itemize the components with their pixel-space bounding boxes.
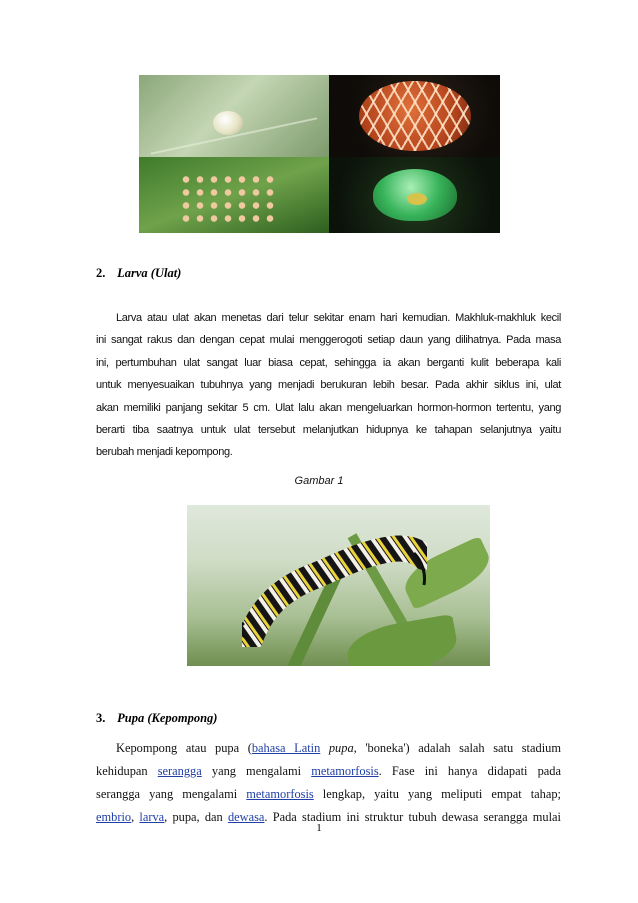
green-egg-photo — [329, 157, 500, 233]
figure-caption: Gambar 1 — [294, 475, 344, 487]
page-number: 1 — [316, 822, 322, 834]
link-metamorfosis[interactable]: metamorfosis — [246, 787, 314, 801]
link-dewasa[interactable]: dewasa — [227, 810, 265, 824]
link-serangga[interactable]: serangga — [157, 764, 202, 778]
link-larva[interactable]: larva — [139, 810, 165, 824]
section-3-title: Pupa (Kepompong) — [117, 711, 218, 725]
section-3-heading — [96, 711, 217, 726]
pupa-paragraph — [96, 737, 561, 829]
link-embrio[interactable]: embrio — [96, 810, 132, 824]
caterpillar-photo — [187, 505, 490, 666]
section-2-title: Larva (Ulat) — [117, 266, 182, 280]
paragraph-line: Larva atau ulat akan menetas dari telur sekitar enam hari kemudian. Makhluk-makhluk kecil — [116, 312, 561, 324]
section-2-number: 2. — [96, 266, 106, 280]
paragraph-line: kehidupan serangga yang mengalami metamorfosis. Fase ini hanya didapati pada — [96, 764, 561, 778]
paragraph-line: Kepompong atau pupa (bahasa Latin pupa, 'boneka') adalah salah satu stadium — [116, 741, 561, 755]
paragraph-line: ini sangat rakus dan dengan cepat mulai menggerogoti setiap daun yang dilihatnya. Pada masa — [96, 334, 561, 347]
paragraph-line: embrio, larva, pupa, dan dewasa. Pada stadium ini struktur tubuh dewasa serangga mulai — [96, 810, 561, 824]
section-2-heading — [96, 266, 181, 281]
paragraph-line: berarti tiba saatnya untuk ulat tersebut melanjutkan hidupnya ke tahapan selanjutnya yaitu — [96, 424, 561, 437]
netted-egg-photo — [329, 75, 500, 157]
egg-photo-collage — [139, 75, 500, 233]
paragraph-line: serangga yang mengalami metamorfosis lengkap, yaitu yang meliputi empat tahap; — [96, 787, 561, 801]
larva-paragraph — [96, 307, 561, 464]
paragraph-line: untuk menyesuaikan tubuhnya yang menjadi berukuran lebih besar. Pada akhir siklus ini, ulat — [96, 379, 561, 392]
paragraph-line: berubah menjadi kepompong. — [96, 446, 233, 459]
link-metamorfosis[interactable]: metamorfosis — [311, 764, 379, 778]
link-bahasa-latin[interactable]: bahasa Latin — [251, 741, 321, 755]
egg-cluster-on-leaf-photo — [139, 157, 329, 233]
paragraph-line: akan memiliki panjang sekitar 5 cm. Ulat lalu akan mengeluarkan hormon-hormon tertentu, yang — [96, 401, 561, 414]
caterpillar-illustration — [242, 527, 427, 647]
section-3-number: 3. — [96, 711, 106, 725]
white-egg-on-leaf-photo — [139, 75, 329, 157]
paragraph-line: ini, pertumbuhan ulat sangat luar biasa cepat, sehingga ia akan berganti kulit beberapa kali — [96, 356, 561, 369]
